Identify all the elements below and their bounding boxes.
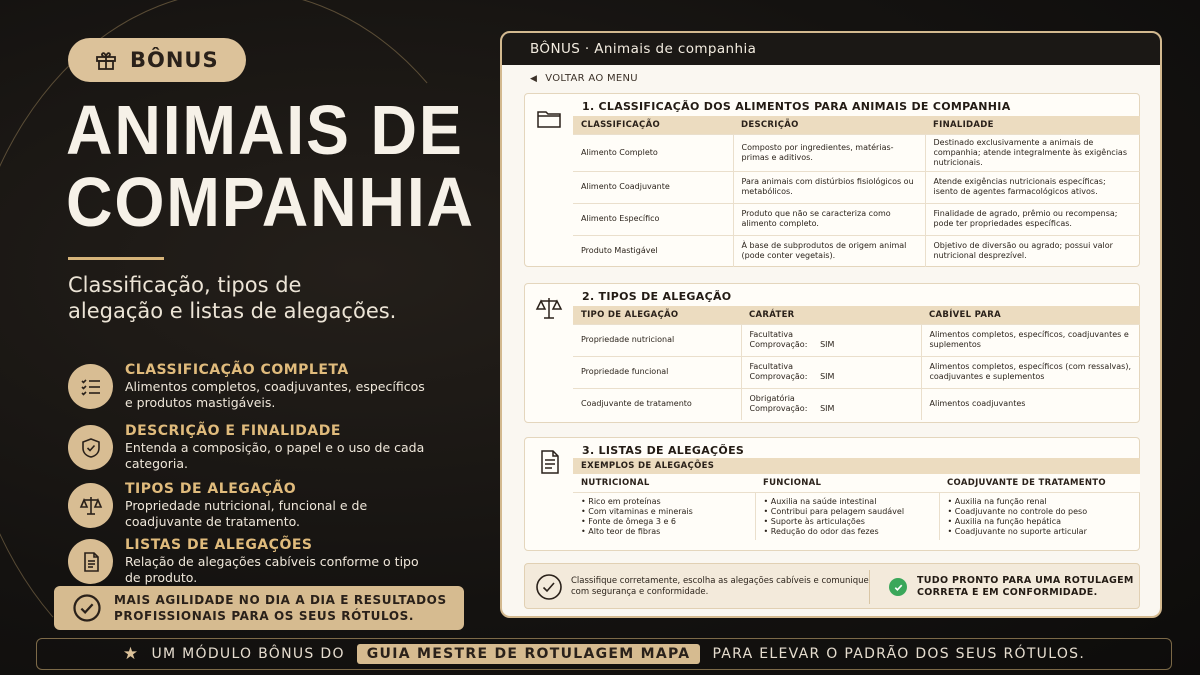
bottom-bar-highlight: GUIA MESTRE DE ROTULAGEM MAPA xyxy=(357,644,701,664)
feature-title: LISTAS DE ALEGAÇÕES xyxy=(125,537,313,553)
shield-check-icon xyxy=(68,425,113,470)
feature-title: DESCRIÇÃO E FINALIDADE xyxy=(125,423,341,439)
bonus-label: BÔNUS xyxy=(130,48,219,72)
claims-list-nutricional xyxy=(573,492,755,540)
column-header: FINALIDADE xyxy=(925,116,1140,134)
feature-description: Entenda a composição, o papel e o uso de cada categoria. xyxy=(125,440,425,471)
claim-types-table xyxy=(573,306,1140,420)
table-cell: Destinado exclusivamente a animais de companhia; atende integralmente às exigências nutricionais. xyxy=(925,134,1140,171)
table-row xyxy=(573,171,1140,203)
feature-description: Relação de alegações cabíveis conforme o tipo de produto. xyxy=(125,554,419,585)
back-arrow-icon: ◀ xyxy=(530,73,538,84)
column-header: NUTRICIONAL xyxy=(573,474,755,492)
list-item: • Auxilia na saúde intestinal xyxy=(764,497,931,507)
section-listas-alegacoes xyxy=(524,437,1140,551)
table-subheader: EXEMPLOS DE ALEGAÇÕES xyxy=(573,458,1140,474)
scale-icon xyxy=(533,292,565,324)
bottom-bar xyxy=(36,638,1172,670)
feature-tipos xyxy=(68,481,448,535)
table-row xyxy=(573,492,1140,540)
title-line-2: COMPANHIA xyxy=(66,163,475,241)
character-value: Facultativa xyxy=(749,362,793,371)
claims-list-coadjuvante xyxy=(939,492,1140,540)
footer-left-text: Classifique corretamente, escolha as alegações cabíveis e comunique com segurança e conformidade. xyxy=(571,576,869,597)
check-circle-icon xyxy=(535,573,563,601)
table-cell: Atende exigências nutricionais específicas; isento de agentes farmacológicos ativos. xyxy=(925,171,1140,203)
table-cell: Produto Mastigável xyxy=(573,235,733,267)
table-cell: Composto por ingredientes, matérias-primas e aditivos. xyxy=(733,134,925,171)
table-cell: Finalidade de agrado, prêmio ou recompensa; pode ter propriedades específicas. xyxy=(925,203,1140,235)
table-cell: Alimentos completos, específicos, coadjuvantes e suplementos xyxy=(921,324,1140,356)
section-tipos-alegacao xyxy=(524,283,1140,423)
table-cell: Alimento Coadjuvante xyxy=(573,171,733,203)
list-item: • Com vitaminas e minerais xyxy=(581,507,747,517)
footer-divider xyxy=(869,570,870,604)
checklist-icon xyxy=(68,364,113,409)
feature-description: Alimentos completos, coadjuvantes, específicos e produtos mastigáveis. xyxy=(125,379,425,410)
agility-banner xyxy=(54,586,464,630)
table-row xyxy=(573,324,1140,356)
list-item: • Coadjuvante no controle do peso xyxy=(948,507,1133,517)
table-cell: Coadjuvante de tratamento xyxy=(573,388,741,420)
back-to-menu-link[interactable] xyxy=(530,73,638,84)
bonus-badge xyxy=(68,38,246,82)
column-header: TIPO DE ALEGAÇÃO xyxy=(573,306,741,324)
list-item: • Rico em proteínas xyxy=(581,497,747,507)
classification-table xyxy=(573,116,1140,267)
table-cell: Para animais com distúrbios fisiológicos ou metabólicos. xyxy=(733,171,925,203)
feature-description: Propriedade nutricional, funcional e de coadjuvante de tratamento. xyxy=(125,498,368,529)
star-icon: ★ xyxy=(122,644,140,664)
back-label: VOLTAR AO MENU xyxy=(545,73,638,84)
table-cell: Objetivo de diversão ou agrado; possui valor nutricional desprezível. xyxy=(925,235,1140,267)
folder-icon xyxy=(533,102,565,134)
column-header: CABÍVEL PARA xyxy=(921,306,1140,324)
page-title xyxy=(66,91,510,241)
proof-value: Comprovação: SIM xyxy=(749,340,835,349)
character-value: Facultativa xyxy=(749,330,793,339)
bottom-bar-before: UM MÓDULO BÔNUS DO xyxy=(151,646,345,662)
check-circle-icon xyxy=(72,593,102,623)
panel-footer xyxy=(524,563,1140,609)
subtitle: Classificação, tipos de alegação e listas de alegações. xyxy=(68,273,397,323)
table-cell: Propriedade funcional xyxy=(573,356,741,388)
table-cell xyxy=(741,388,921,420)
title-divider xyxy=(68,257,164,260)
list-item: • Alto teor de fibras xyxy=(581,527,747,537)
list-item: • Auxilia na função hepática xyxy=(948,517,1133,527)
table-cell: Alimento Completo xyxy=(573,134,733,171)
table-cell: Propriedade nutricional xyxy=(573,324,741,356)
column-header: DESCRIÇÃO xyxy=(733,116,925,134)
list-item: • Fonte de ômega 3 e 6 xyxy=(581,517,747,527)
list-item: • Contribui para pelagem saudável xyxy=(764,507,931,517)
list-item: • Coadjuvante no suporte articular xyxy=(948,527,1133,537)
document-icon xyxy=(533,446,565,478)
document-icon xyxy=(68,539,113,584)
column-header: CARÁTER xyxy=(741,306,921,324)
column-header: FUNCIONAL xyxy=(755,474,939,492)
title-line-1: ANIMAIS DE xyxy=(66,91,464,169)
section-title: 3. LISTAS DE ALEGAÇÕES xyxy=(582,444,745,457)
feature-descricao xyxy=(68,423,448,477)
check-badge-icon xyxy=(889,578,907,596)
table-row xyxy=(573,388,1140,420)
table-cell: À base de subprodutos de origem animal (pode conter vegetais). xyxy=(733,235,925,267)
footer-right-text: TUDO PRONTO PARA UMA ROTULAGEM CORRETA E EM CONFORMIDADE. xyxy=(917,575,1134,598)
proof-value: Comprovação: SIM xyxy=(749,404,835,414)
section-title: 1. CLASSIFICAÇÃO DOS ALIMENTOS PARA ANIMAIS DE COMPANHIA xyxy=(582,100,1011,113)
panel-header: BÔNUS · Animais de companhia xyxy=(502,33,1160,65)
table-cell: Alimentos coadjuvantes xyxy=(921,388,1140,420)
feature-title: TIPOS DE ALEGAÇÃO xyxy=(125,481,297,497)
table-cell xyxy=(741,356,921,388)
character-value: Obrigatória xyxy=(749,394,795,404)
bottom-bar-after: PARA ELEVAR O PADRÃO DOS SEUS RÓTULOS. xyxy=(712,646,1086,662)
proof-value: Comprovação: SIM xyxy=(749,372,835,381)
column-header: COADJUVANTE DE TRATAMENTO xyxy=(939,474,1140,492)
claims-list-funcional xyxy=(755,492,939,540)
feature-title: CLASSIFICAÇÃO COMPLETA xyxy=(125,362,349,378)
table-cell xyxy=(741,324,921,356)
list-item: • Redução do odor das fezes xyxy=(764,527,931,537)
section-title: 2. TIPOS DE ALEGAÇÃO xyxy=(582,290,732,303)
table-cell: Produto que não se caracteriza como alimento completo. xyxy=(733,203,925,235)
feature-classificacao xyxy=(68,362,448,416)
table-cell: Alimentos completos, específicos (com ressalvas), coadjuvantes e suplementos xyxy=(921,356,1140,388)
table-row xyxy=(573,235,1140,267)
table-row xyxy=(573,203,1140,235)
agility-text: MAIS AGILIDADE NO DIA A DIA E RESULTADOS PROFISSIONAIS PARA OS SEUS RÓTULOS. xyxy=(114,593,447,623)
content-panel xyxy=(500,31,1162,618)
table-cell: Alimento Específico xyxy=(573,203,733,235)
list-item: • Suporte às articulações xyxy=(764,517,931,527)
claims-list-table xyxy=(573,458,1140,540)
table-row xyxy=(573,134,1140,171)
column-header: CLASSIFICAÇÃO xyxy=(573,116,733,134)
table-row xyxy=(573,356,1140,388)
feature-listas xyxy=(68,537,448,591)
section-classificacao xyxy=(524,93,1140,267)
scale-icon xyxy=(68,483,113,528)
list-item: • Auxilia na função renal xyxy=(948,497,1133,507)
gift-icon xyxy=(94,48,118,72)
